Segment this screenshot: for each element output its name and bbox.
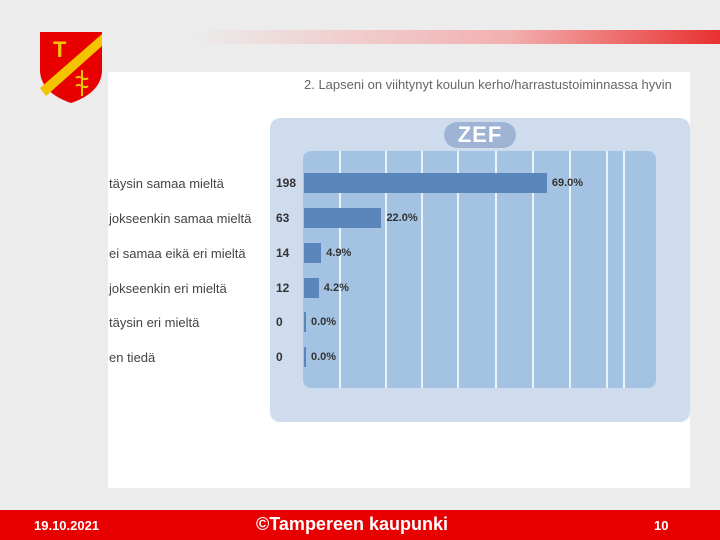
bar — [304, 312, 306, 332]
category-label: ei samaa eikä eri mieltä — [109, 246, 246, 261]
percent-label: 0.0% — [311, 351, 337, 363]
footer-page-number: 10 — [654, 518, 669, 533]
bar — [304, 278, 319, 298]
footer-copyright: ©Tampereen kaupunki — [256, 514, 448, 534]
count-label: 0 — [276, 315, 283, 329]
footer-bar — [0, 510, 720, 540]
tampere-crest-icon — [38, 30, 104, 104]
category-label: en tiedä — [109, 350, 156, 365]
gridline — [606, 151, 608, 388]
percent-label: 4.9% — [326, 247, 352, 259]
percent-label: 0.0% — [311, 316, 337, 328]
category-label: jokseenkin eri mieltä — [109, 281, 227, 296]
count-label: 14 — [276, 246, 290, 260]
bar — [304, 173, 547, 193]
bar — [304, 208, 381, 228]
crest-letter: T — [53, 37, 67, 62]
zef-brand-badge: ZEF — [444, 122, 516, 148]
bar — [304, 243, 321, 263]
category-label: täysin samaa mieltä — [109, 176, 224, 191]
count-label: 63 — [276, 211, 290, 225]
count-label: 198 — [276, 176, 297, 190]
category-label: jokseenkin samaa mieltä — [109, 211, 252, 226]
count-label: 12 — [276, 281, 290, 295]
category-label: täysin eri mieltä — [109, 315, 200, 330]
footer-date: 19.10.2021 — [34, 518, 100, 533]
percent-label: 4.2% — [323, 282, 349, 294]
percent-label: 22.0% — [386, 212, 418, 224]
header-gradient-band — [190, 30, 720, 44]
percent-label: 69.0% — [551, 177, 584, 189]
gridline — [623, 151, 625, 388]
count-label: 0 — [276, 350, 283, 364]
bar — [304, 347, 306, 367]
chart-title: 2. Lapseni on viihtynyt koulun kerho/harrastustoiminnassa hyvin — [304, 77, 672, 92]
